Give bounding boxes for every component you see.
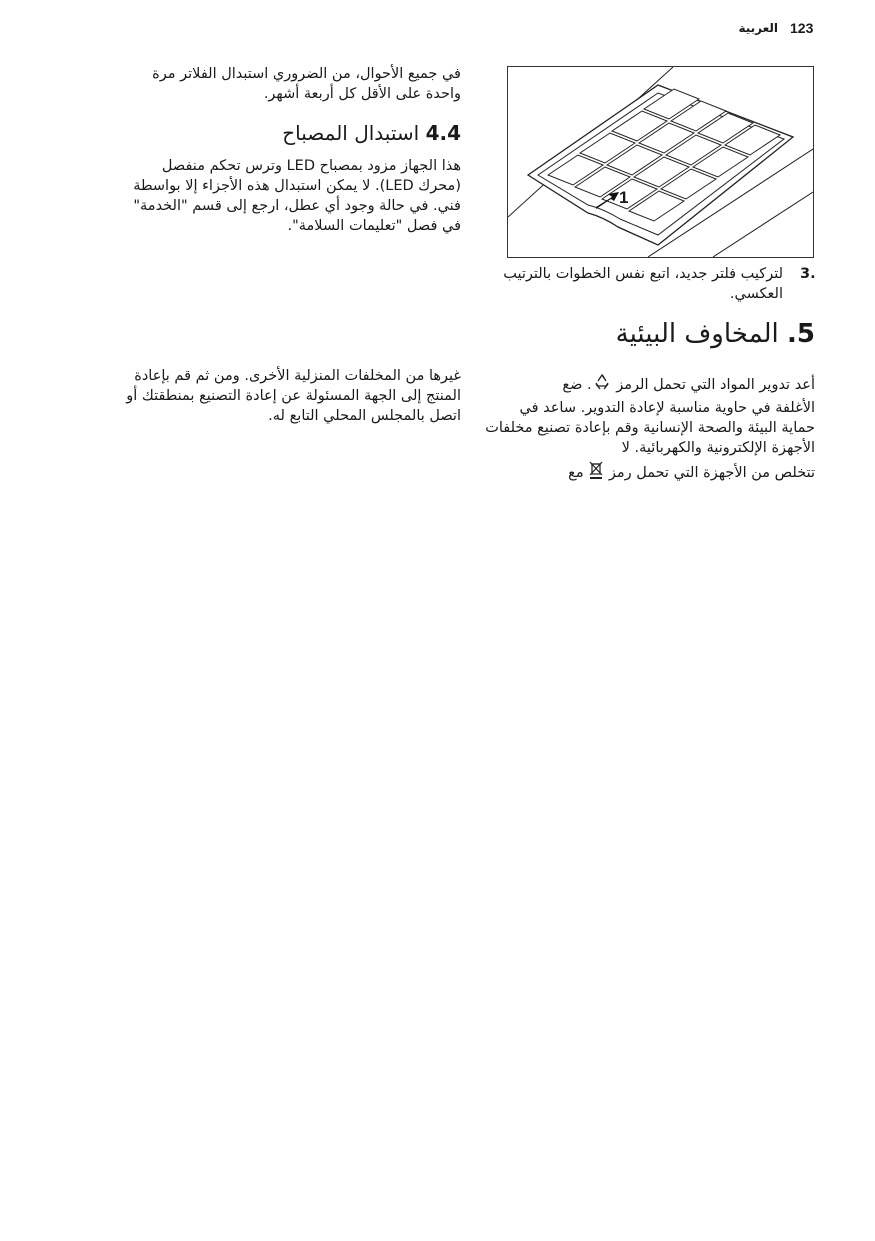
figure-callout-1: 1 bbox=[619, 188, 629, 207]
section-4-4-heading bbox=[121, 120, 461, 146]
weee-bin-icon bbox=[588, 460, 604, 486]
section-5-last-line bbox=[485, 460, 815, 486]
page-number: 123 bbox=[790, 20, 814, 36]
section-5-last-line-a: تتخلص من الأجهزة التي تحمل رمز bbox=[608, 465, 815, 481]
section-5-last-line-b: مع bbox=[568, 465, 584, 481]
filter-figure bbox=[507, 66, 814, 258]
section-4-4-title: استبدال المصباح bbox=[282, 121, 420, 145]
section-5-line-1 bbox=[485, 372, 815, 398]
filter-grid-illustration bbox=[508, 67, 813, 257]
section-4-4-number: 4.4 bbox=[425, 121, 461, 145]
section-5-title: المخاوف البيئية bbox=[615, 319, 779, 349]
section-5-line-1-a: أعد تدوير المواد التي تحمل الرمز bbox=[616, 377, 815, 393]
intro-paragraph: في جميع الأحوال، من الضروري استبدال الفلاتر مرة واحدة على الأقل كل أربعة أشهر. bbox=[152, 66, 461, 102]
section-5-body-middle: الأغلفة في حاوية مناسبة لإعادة التدوير. ساعد في حماية البيئة والصحة الإنسانية وقم بإعادة تصنيع مخلفات الأجهزة الإلكترونية والكهربائية. لا bbox=[485, 400, 815, 456]
recycle-icon bbox=[592, 372, 612, 398]
continuation-paragraph: غيرها من المخلفات المنزلية الأخرى. ومن ثم قم بإعادة المنتج إلى الجهة المسئولة عن إعادة التصنيع بمنطقتك أو اتصل بالمجلس المحلي التابع له. bbox=[126, 368, 461, 424]
step-number: 3. bbox=[800, 266, 816, 282]
section-5-line-1-b: . ضع bbox=[562, 377, 592, 393]
step-text: لتركيب فلتر جديد، اتبع نفس الخطوات بالترتيب العكسي. bbox=[503, 266, 783, 302]
section-5-number: 5. bbox=[787, 319, 815, 349]
section-5-heading bbox=[485, 318, 815, 350]
section-4-4-body: هذا الجهاز مزود بمصباح LED وترس تحكم منفصل (محرك LED). لا يمكن استبدال هذه الأجزاء إلا بواسطة فني. في حالة وجود أي عطل، ارجع إلى قسم "الخدمة" في فصل "تعليمات السلامة". bbox=[133, 158, 461, 234]
section-5-body bbox=[485, 372, 815, 486]
language-label: العربية bbox=[738, 21, 778, 35]
